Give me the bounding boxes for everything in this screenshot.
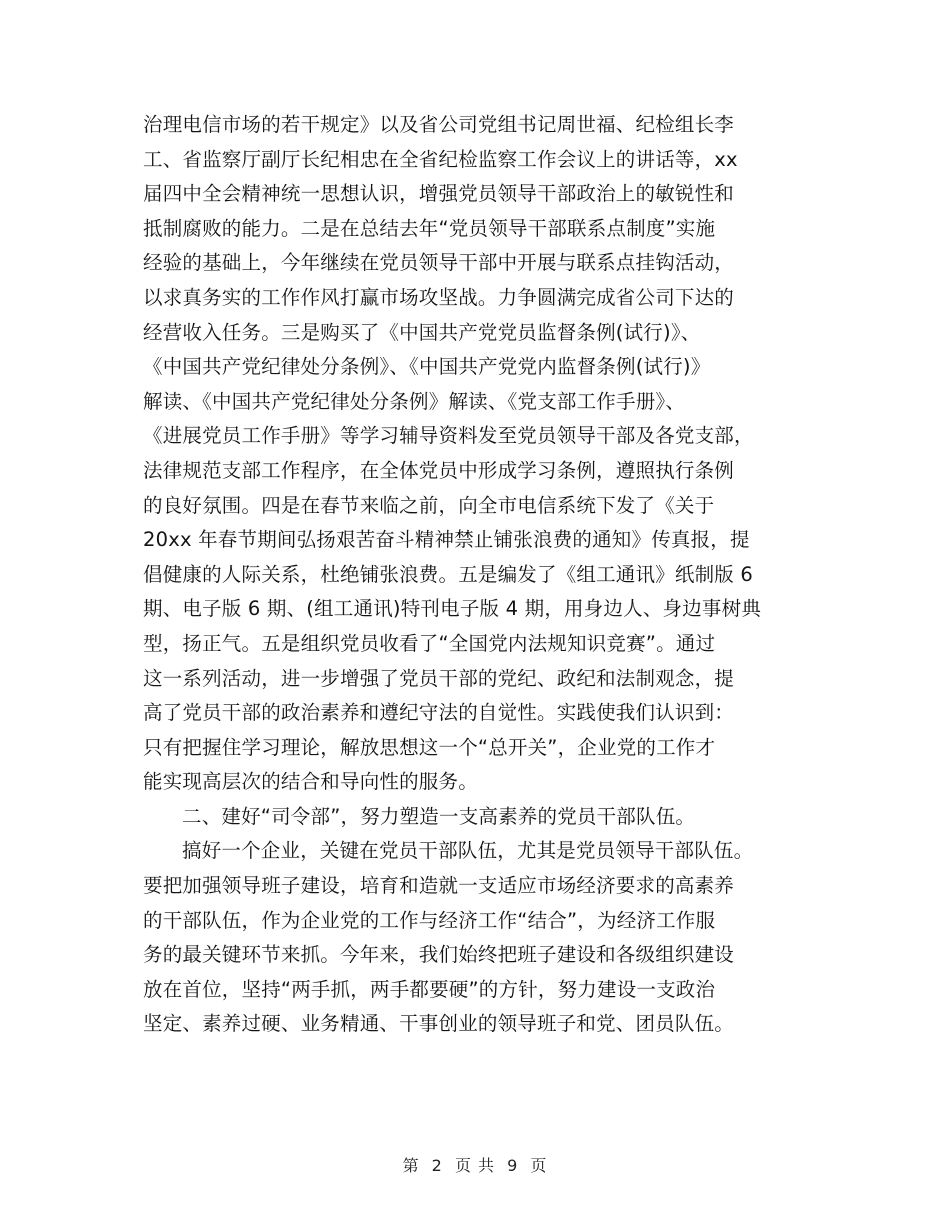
text-line: 《中国共产党纪律处分条例》、《中国共产党党内监督条例(试行)》 bbox=[143, 355, 711, 379]
text-line: 《进展党员工作手册》等学习辅导资料发至党员领导干部及各党支部， bbox=[143, 424, 754, 448]
text-line: 放在首位，坚持“两手抓，两手都要硬”的方针，努力建设一支政治 bbox=[143, 977, 716, 1001]
text-line: 抵制腐败的能力。二是在总结去年“党员领导干部联系点制度”实施 bbox=[143, 216, 716, 240]
page-footer bbox=[0, 1153, 950, 1176]
text-line: 经营收入任务。三是购买了《中国共产党党员监督条例(试行)》、 bbox=[143, 320, 701, 344]
text-line: 解读、《中国共产党纪律处分条例》解读、《党支部工作手册》、 bbox=[143, 389, 686, 413]
text-line: 经验的基础上，今年继续在党员领导干部中开展与联系点挂钩活动， bbox=[143, 251, 735, 275]
text-line: 这一系列活动，进一步增强了党员干部的党纪、政纪和法制观念，提 bbox=[143, 666, 735, 690]
text-line: 型，扬正气。五是组织党员收看了“全国党内法规知识竞赛”。通过 bbox=[143, 631, 716, 655]
text-line: 倡健康的人际关系，杜绝铺张浪费。五是编发了《组工通讯》纸制版 6 bbox=[143, 562, 754, 586]
text-line: 期、电子版 6 期、(组工通讯)特刊电子版 4 期，用身边人、身边事树典 bbox=[143, 597, 762, 621]
section-heading: 二、建好“司令部”，努力塑造一支高素养的党员干部队伍。 bbox=[182, 804, 696, 828]
text-line: 工、省监察厅副厅长纪相忠在全省纪检监察工作会议上的讲话等，xx bbox=[143, 147, 738, 171]
text-line: 坚定、素养过硬、业务精通、干事创业的领导班子和党、团员队伍。 bbox=[143, 1012, 735, 1036]
text-line: 只有把握住学习理论，解放思想这一个“总开关”，企业党的工作才 bbox=[143, 735, 716, 759]
current-page-number: 2 bbox=[431, 1156, 443, 1175]
text-line: 的良好氛围。四是在春节来临之前，向全市电信系统下发了《关于 bbox=[143, 493, 715, 517]
text-line: 能实现高层次的结合和导向性的服务。 bbox=[143, 770, 478, 794]
text-line: 法律规范支部工作程序，在全体党员中形成学习条例，遵照执行条例 bbox=[143, 458, 735, 482]
body-text bbox=[143, 108, 823, 1042]
text-line: 20xx 年春节期间弘扬艰苦奋斗精神禁止铺张浪费的通知》传真报，提 bbox=[143, 528, 750, 552]
text-line: 高了党员干部的政治素养和遵纪守法的自觉性。实践使我们认识到： bbox=[143, 701, 735, 725]
text-line: 的干部队伍，作为企业党的工作与经济工作“结合”，为经济工作服 bbox=[143, 908, 716, 932]
footer-suffix: 页 bbox=[530, 1156, 548, 1175]
paragraph-start-line: 搞好一个企业，关键在党员干部队伍，尤其是党员领导干部队伍。 bbox=[182, 839, 754, 863]
footer-prefix: 第 bbox=[402, 1156, 420, 1175]
text-line: 以求真务实的工作作风打赢市场攻坚战。力争圆满完成省公司下达的 bbox=[143, 285, 735, 309]
text-line: 务的最关键环节来抓。今年来，我们始终把班子建设和各级组织建设 bbox=[143, 943, 735, 967]
text-line: 要把加强领导班子建设，培育和造就一支适应市场经济要求的高素养 bbox=[143, 874, 735, 898]
text-line: 治理电信市场的若干规定》以及省公司党组书记周世福、纪检组长李 bbox=[143, 113, 735, 136]
total-page-count: 9 bbox=[507, 1156, 519, 1175]
text-line: 届四中全会精神统一思想认识，增强党员领导干部政治上的敏锐性和 bbox=[143, 182, 735, 206]
footer-middle: 页 共 bbox=[454, 1156, 496, 1175]
